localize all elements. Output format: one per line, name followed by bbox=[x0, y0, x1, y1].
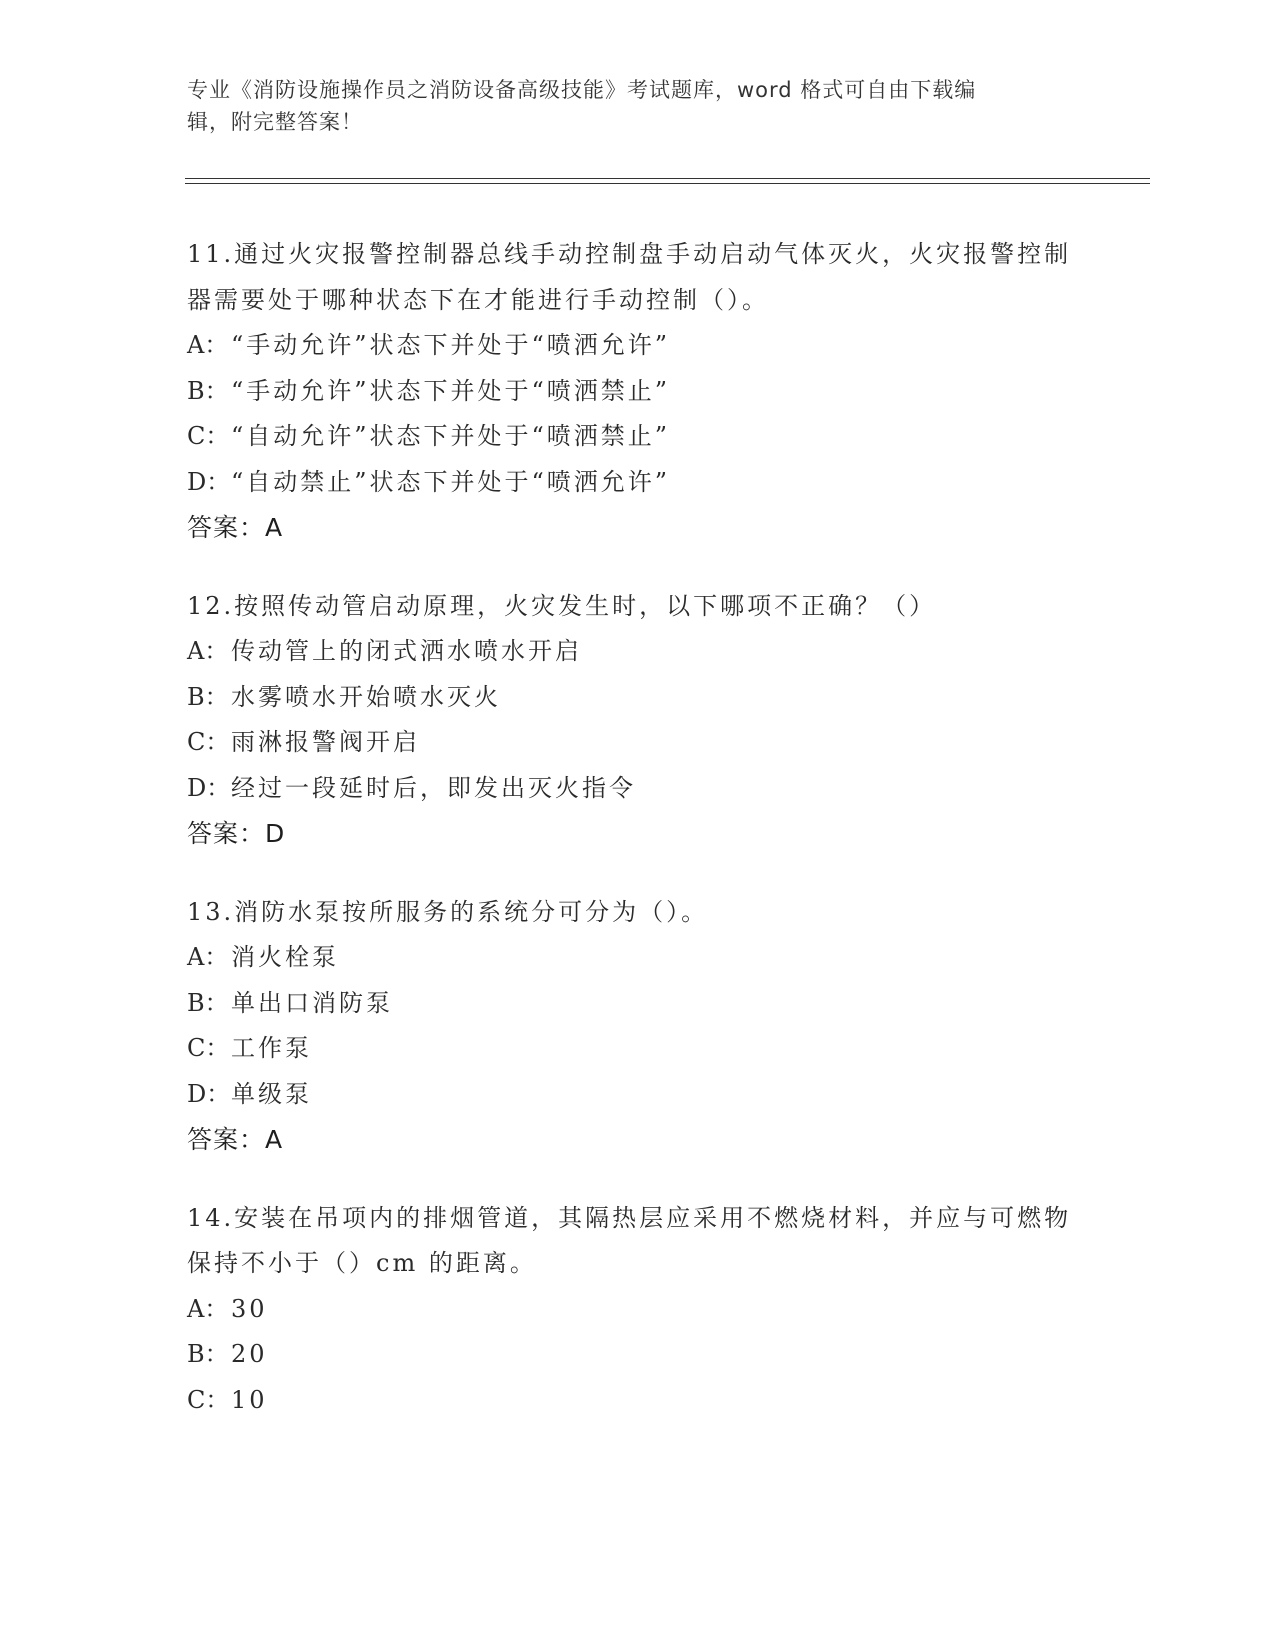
option-key: C： bbox=[187, 1034, 230, 1062]
option-text: “手动允许”状态下并处于“喷洒禁止” bbox=[231, 376, 671, 405]
option-c bbox=[187, 414, 1087, 460]
question-12 bbox=[187, 584, 1087, 857]
option-text: 工作泵 bbox=[231, 1034, 312, 1062]
question-text: 11.通过火灾报警控制器总线手动控制盘手动启动气体灭火，火灾报警控制器需要处于哪种状态下在才能进行手动控制（）。 bbox=[187, 240, 1072, 314]
option-text: 雨淋报警阀开启 bbox=[231, 728, 420, 756]
header-divider-top bbox=[185, 178, 1150, 179]
option-d bbox=[187, 460, 1087, 506]
option-d bbox=[187, 1072, 1087, 1118]
option-a bbox=[187, 1287, 1087, 1333]
option-text: 单级泵 bbox=[231, 1079, 312, 1108]
answer-line: 答案：A bbox=[187, 1125, 284, 1154]
option-key: C： bbox=[187, 422, 230, 450]
option-text: 30 bbox=[231, 1294, 268, 1323]
option-a bbox=[187, 629, 1087, 675]
option-c bbox=[187, 1378, 1087, 1424]
question-14 bbox=[187, 1196, 1087, 1424]
option-text: 消火栓泵 bbox=[231, 943, 339, 971]
option-key: A： bbox=[187, 637, 229, 665]
option-text: 单出口消防泵 bbox=[231, 988, 393, 1017]
option-key: B： bbox=[187, 376, 229, 405]
option-c bbox=[187, 720, 1087, 766]
question-list bbox=[187, 232, 1087, 1456]
option-key: B： bbox=[187, 682, 229, 711]
option-text: 经过一段延时后，即发出灭火指令 bbox=[231, 773, 636, 802]
option-text: 10 bbox=[231, 1385, 268, 1414]
option-b bbox=[187, 981, 1087, 1027]
option-b bbox=[187, 675, 1087, 721]
option-text: 20 bbox=[231, 1340, 268, 1368]
option-key: D： bbox=[187, 1079, 231, 1108]
question-text: 13.消防水泵按所服务的系统分可分为（）。 bbox=[187, 897, 709, 926]
document-header bbox=[187, 74, 1067, 138]
option-text: 水雾喷水开始喷水灭火 bbox=[231, 682, 501, 711]
option-key: A： bbox=[187, 943, 229, 971]
option-text: “自动允许”状态下并处于“喷洒禁止” bbox=[231, 422, 671, 450]
option-a bbox=[187, 935, 1087, 981]
option-b bbox=[187, 1332, 1087, 1378]
header-line-2: 辑，附完整答案！ bbox=[187, 110, 363, 134]
option-text: “手动允许”状态下并处于“喷洒允许” bbox=[231, 331, 671, 359]
option-key: B： bbox=[187, 1340, 229, 1368]
header-divider-bottom bbox=[185, 183, 1150, 184]
option-key: A： bbox=[187, 331, 229, 359]
option-key: B： bbox=[187, 988, 229, 1017]
option-key: A： bbox=[187, 1294, 229, 1323]
option-text: 传动管上的闭式洒水喷水开启 bbox=[231, 637, 582, 665]
option-key: C： bbox=[187, 728, 230, 756]
answer-line: 答案：A bbox=[187, 513, 284, 542]
answer-line: 答案：D bbox=[187, 819, 286, 848]
option-key: D： bbox=[187, 773, 231, 802]
question-11 bbox=[187, 232, 1087, 551]
option-c bbox=[187, 1026, 1087, 1072]
question-text: 12.按照传动管启动原理，火灾发生时，以下哪项不正确？（） bbox=[187, 591, 937, 620]
question-13 bbox=[187, 890, 1087, 1163]
question-text: 14.安装在吊项内的排烟管道，其隔热层应采用不燃烧材料，并应与可燃物保持不小于（）cm 的距离。 bbox=[187, 1203, 1072, 1277]
option-d bbox=[187, 766, 1087, 812]
option-text: “自动禁止”状态下并处于“喷洒允许” bbox=[231, 467, 671, 496]
option-a bbox=[187, 323, 1087, 369]
option-key: D： bbox=[187, 467, 231, 496]
option-b bbox=[187, 369, 1087, 415]
option-key: C： bbox=[187, 1385, 230, 1414]
header-line-1: 专业《消防设施操作员之消防设备高级技能》考试题库，word 格式可自由下载编 bbox=[187, 78, 977, 102]
